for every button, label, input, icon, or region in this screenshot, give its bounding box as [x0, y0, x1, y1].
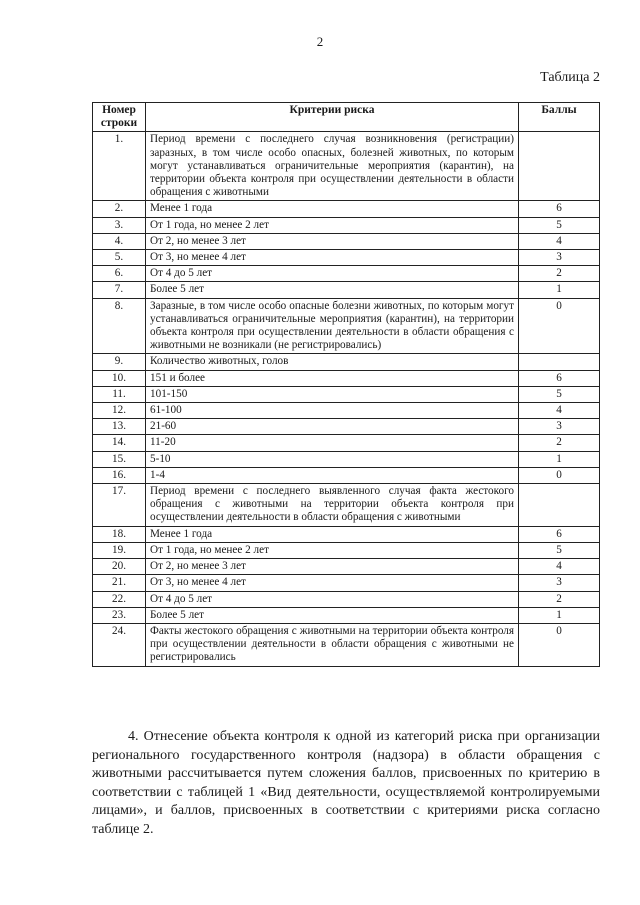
criteria-cell: От 3, но менее 4 лет: [146, 575, 519, 591]
points-cell: 0: [519, 623, 600, 666]
criteria-cell: Факты жестокого обращения с животными на территории объекта контроля при осуществлении деятельности в области обращения с животными не регистрировались: [146, 623, 519, 666]
criteria-cell: От 4 до 5 лет: [146, 266, 519, 282]
table-row: [93, 435, 600, 451]
table-row: [93, 542, 600, 558]
criteria-cell: Период времени с последнего выявленного случая факта жестокого обращения с животными на территории объекта контроля при осуществлении деятельности в области обращения с животными: [146, 484, 519, 527]
criteria-cell: От 1 года, но менее 2 лет: [146, 542, 519, 558]
table-caption: Таблица 2: [540, 70, 600, 85]
points-cell: 2: [519, 266, 600, 282]
row-number-cell: 24.: [93, 623, 146, 666]
table-row: [93, 282, 600, 298]
table-row: [93, 201, 600, 217]
points-cell: 6: [519, 201, 600, 217]
row-number-cell: 14.: [93, 435, 146, 451]
criteria-cell: 21-60: [146, 419, 519, 435]
criteria-cell: От 2, но менее 3 лет: [146, 559, 519, 575]
table-row: [93, 250, 600, 266]
table-row: [93, 467, 600, 483]
risk-criteria-table: [92, 102, 600, 667]
page-number: 2: [316, 34, 324, 49]
criteria-cell: 101-150: [146, 386, 519, 402]
points-cell: 2: [519, 591, 600, 607]
criteria-cell: От 1 года, но менее 2 лет: [146, 217, 519, 233]
criteria-cell: Менее 1 года: [146, 526, 519, 542]
points-cell: [519, 354, 600, 370]
criteria-cell: 151 и более: [146, 370, 519, 386]
row-number-cell: 15.: [93, 451, 146, 467]
assessment-paragraph: 4. Отнесение объекта контроля к одной из категорий риска при организации регионального государственного контроля (надзора) в области обращения с животными рассчитывается путем сложения баллов, присвоенных по критерию в соответствии с таблицей 1 «Вид деятельности, осуществляемой контролируемыми лицами», и баллов, присвоенных в соответствии с критериями риска согласно таблице 2.: [92, 729, 600, 837]
row-number-cell: 7.: [93, 282, 146, 298]
table-row: [93, 607, 600, 623]
table-row: [93, 266, 600, 282]
table-row: [93, 451, 600, 467]
points-cell: 5: [519, 217, 600, 233]
row-number-cell: 13.: [93, 419, 146, 435]
row-number-cell: 9.: [93, 354, 146, 370]
table-row: [93, 354, 600, 370]
row-number-cell: 22.: [93, 591, 146, 607]
table-row: [93, 132, 600, 201]
table-body: [93, 132, 600, 666]
criteria-cell: От 2, но менее 3 лет: [146, 233, 519, 249]
criteria-cell: Количество животных, голов: [146, 354, 519, 370]
row-number-cell: 4.: [93, 233, 146, 249]
points-cell: 3: [519, 419, 600, 435]
table-row: [93, 217, 600, 233]
row-number-cell: 3.: [93, 217, 146, 233]
header-row-number: Номер строки: [93, 103, 146, 132]
points-cell: 5: [519, 386, 600, 402]
row-number-cell: 11.: [93, 386, 146, 402]
points-cell: 0: [519, 467, 600, 483]
table-row: [93, 591, 600, 607]
points-cell: 2: [519, 435, 600, 451]
row-number-cell: 8.: [93, 298, 146, 354]
row-number-cell: 21.: [93, 575, 146, 591]
criteria-cell: Более 5 лет: [146, 607, 519, 623]
row-number-cell: 23.: [93, 607, 146, 623]
table-row: [93, 526, 600, 542]
row-number-cell: 5.: [93, 250, 146, 266]
table-row: [93, 419, 600, 435]
row-number-cell: 2.: [93, 201, 146, 217]
points-cell: 1: [519, 607, 600, 623]
table-row: [93, 575, 600, 591]
criteria-cell: 1-4: [146, 467, 519, 483]
table-row: [93, 386, 600, 402]
points-cell: 4: [519, 233, 600, 249]
table-header-row: [93, 103, 600, 132]
points-cell: 3: [519, 575, 600, 591]
criteria-cell: 61-100: [146, 403, 519, 419]
criteria-cell: От 4 до 5 лет: [146, 591, 519, 607]
points-cell: 4: [519, 559, 600, 575]
points-cell: 5: [519, 542, 600, 558]
points-cell: 1: [519, 451, 600, 467]
points-cell: [519, 484, 600, 527]
points-cell: 0: [519, 298, 600, 354]
row-number-cell: 12.: [93, 403, 146, 419]
row-number-cell: 6.: [93, 266, 146, 282]
points-cell: 6: [519, 370, 600, 386]
points-cell: 3: [519, 250, 600, 266]
table-row: [93, 233, 600, 249]
row-number-cell: 19.: [93, 542, 146, 558]
row-number-cell: 10.: [93, 370, 146, 386]
row-number-cell: 17.: [93, 484, 146, 527]
points-cell: 6: [519, 526, 600, 542]
table-row: [93, 370, 600, 386]
row-number-cell: 20.: [93, 559, 146, 575]
criteria-cell: Более 5 лет: [146, 282, 519, 298]
table-row: [93, 403, 600, 419]
header-points: Баллы: [519, 103, 600, 132]
table-row: [93, 484, 600, 527]
row-number-cell: 18.: [93, 526, 146, 542]
row-number-cell: 1.: [93, 132, 146, 201]
criteria-cell: От 3, но менее 4 лет: [146, 250, 519, 266]
points-cell: 1: [519, 282, 600, 298]
header-criteria: Критерии риска: [146, 103, 519, 132]
points-cell: [519, 132, 600, 201]
criteria-cell: Период времени с последнего случая возникновения (регистрации) заразных, в том числе особо опасных, болезней животных, по которым могут устанавливаться ограничительные мероприятия (карантин), на территории объекта контроля при осуществлении деятельности в области обращения с животными: [146, 132, 519, 201]
criteria-cell: 11-20: [146, 435, 519, 451]
criteria-cell: Менее 1 года: [146, 201, 519, 217]
row-number-cell: 16.: [93, 467, 146, 483]
table-row: [93, 623, 600, 666]
points-cell: 4: [519, 403, 600, 419]
table-row: [93, 559, 600, 575]
criteria-cell: 5-10: [146, 451, 519, 467]
criteria-cell: Заразные, в том числе особо опасные болезни животных, по которым могут устанавливаться ограничительные мероприятия (карантин), на территории объекта контроля при осуществлении деятельности в области обращения с животными не возникали (не регистрировались): [146, 298, 519, 354]
table-row: [93, 298, 600, 354]
